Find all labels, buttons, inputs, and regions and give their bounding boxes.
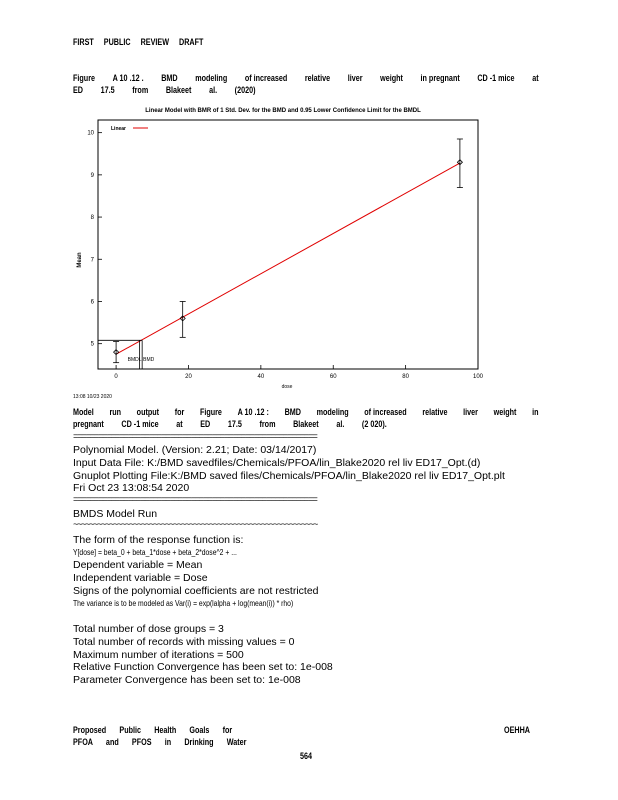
bmd-label: BMD [143, 357, 155, 363]
formula: Y[dose] = beta_0 + beta_1*dose + beta_2*dose^2 + ... [73, 548, 237, 557]
coefficient-signs: Signs of the polynomial coefficients are not restricted [73, 585, 319, 597]
x-tick-label: 40 [257, 374, 265, 380]
relative-convergence: Relative Function Convergence has been set to: 1e-008 [73, 661, 333, 673]
y-tick-label: 9 [90, 172, 94, 179]
x-tick-label: 20 [185, 374, 192, 380]
max-iterations: Maximum number of iterations = 500 [73, 649, 244, 661]
figure-caption-word: Figure [73, 73, 96, 83]
footer-left-line1: Proposed Public Health Goals for [73, 725, 233, 735]
model-output-caption-word: for [174, 407, 185, 417]
figure-caption-word: (2020) [234, 85, 256, 95]
y-tick-label: 8 [90, 215, 94, 222]
model-output-caption-word: at [176, 419, 183, 429]
figure-caption-word: liver [347, 73, 363, 83]
figure-caption-line2 [73, 85, 539, 95]
figure-caption-word: Blakeet [165, 85, 192, 95]
chart-timestamp: 13:08 10/23 2020 [73, 394, 112, 400]
model-output-caption-word: in [532, 407, 539, 417]
model-version: Polynomial Model. (Version: 2.21; Date: 03/14/2017) [73, 444, 317, 456]
model-output-caption-word: weight [493, 407, 517, 417]
bmd-chart [73, 100, 493, 410]
dependent-variable: Dependent variable = Mean [73, 559, 203, 571]
model-output-caption-line2 [73, 419, 539, 429]
y-tick-label: 6 [90, 299, 94, 306]
run-date: Fri Oct 23 13:08:54 2020 [73, 482, 190, 494]
model-line-linear [116, 163, 460, 354]
figure-caption-line1 [73, 73, 539, 83]
y-tick-label: 10 [87, 130, 94, 137]
y-axis-label: Mean [77, 252, 83, 268]
figure-caption-word: modeling [195, 73, 228, 83]
footer-org: OEHHA [504, 725, 531, 735]
figure-caption-word: relative [304, 73, 331, 83]
x-tick-label: 60 [329, 374, 337, 380]
model-output-caption-word: run [109, 407, 122, 417]
model-output-caption-word: modeling [316, 407, 349, 417]
model-output-caption-word: Figure [199, 407, 222, 417]
figure-caption-word: from [132, 85, 149, 95]
missing-records: Total number of records with missing values = 0 [73, 636, 295, 648]
figure-caption-word: of increased [244, 73, 288, 83]
model-output-caption-line1 [73, 407, 539, 417]
y-tick-label: 7 [90, 257, 94, 264]
figure-caption-word: BMD [161, 73, 178, 83]
footer-left-line2: PFOA and PFOS in Drinking Water [73, 737, 247, 747]
model-output-caption-word: pregnant [73, 419, 104, 429]
parameter-convergence: Parameter Convergence has been set to: 1e-008 [73, 674, 301, 686]
separator-2: ========================================================== [73, 495, 317, 505]
x-tick-label: 100 [472, 374, 484, 380]
model-output-caption-word: ED [200, 419, 211, 429]
figure-caption-word: at [532, 73, 539, 83]
model-output-caption-word: output [136, 407, 160, 417]
gnuplot-file: Gnuplot Plotting File:K:/BMD saved files/Chemicals/PFOA/lin_Blake2020 rel liv ED17_Opt.plt [73, 470, 505, 482]
model-output-caption-word: from [259, 419, 276, 429]
chart-title: Linear Model with BMR of 1 Std. Dev. for the BMD and 0.95 Lower Confidence Limit for the BMDL [145, 108, 421, 114]
figure-caption-word: ED [73, 85, 84, 95]
legend-label: Linear [111, 126, 127, 132]
model-output-caption-word: CD -1 mice [121, 419, 159, 429]
run-title: BMDS Model Run [73, 508, 158, 520]
model-output-caption-word: A 10 .12 : [237, 407, 269, 417]
draft-header: FIRST PUBLIC REVIEW DRAFT [73, 37, 204, 47]
model-output-caption-word: Blakeet [293, 419, 319, 429]
figure-caption-word: 17.5 [100, 85, 115, 95]
model-output-caption-word: relative [422, 407, 448, 417]
model-output-caption-word: of increased [364, 407, 407, 417]
dose-groups: Total number of dose groups = 3 [73, 623, 224, 635]
model-output-caption-word: 17.5 [227, 419, 242, 429]
page-number: 564 [300, 751, 313, 761]
model-output-caption-word: (2 020). [361, 419, 387, 429]
variance-model: The variance is to be modeled as Var(i) = exp(lalpha + log(mean(i)) * rho) [73, 599, 294, 608]
x-tick-label: 80 [402, 374, 409, 380]
model-output-caption-word: al. [336, 419, 345, 429]
figure-caption-word: in pregnant [420, 73, 460, 83]
bmd-chart-svg [73, 100, 493, 410]
y-tick-label: 5 [90, 341, 94, 348]
x-axis-label: dose [281, 384, 293, 390]
bmdl-label: BMDL [127, 357, 142, 363]
figure-caption-word: A 10 .12 . [112, 73, 144, 83]
figure-caption-word: al. [209, 85, 218, 95]
plot-frame [98, 120, 478, 369]
input-data-file: Input Data File: K:/BMD savedfiles/Chemicals/PFOA/lin_Blake2020 rel liv ED17_Opt.(d) [73, 457, 481, 469]
figure-caption-word: CD -1 mice [477, 73, 515, 83]
model-output-caption-word: liver [463, 407, 478, 417]
separator-tilde: ~~~~~~~~~~~~~~~~~~~~~~~~~~~~~~~~~~~~~~~~~~~~~~~~~~~~~~~~~~~~~ [73, 520, 318, 530]
figure-caption-word: weight [380, 73, 403, 83]
model-output-caption-word: Model [73, 407, 94, 417]
model-output-caption-word: BMD [284, 407, 301, 417]
form-intro: The form of the response function is: [73, 534, 244, 546]
independent-variable: Independent variable = Dose [73, 572, 208, 584]
x-tick-label: 0 [114, 374, 118, 380]
separator-1: ========================================================== [73, 432, 317, 442]
